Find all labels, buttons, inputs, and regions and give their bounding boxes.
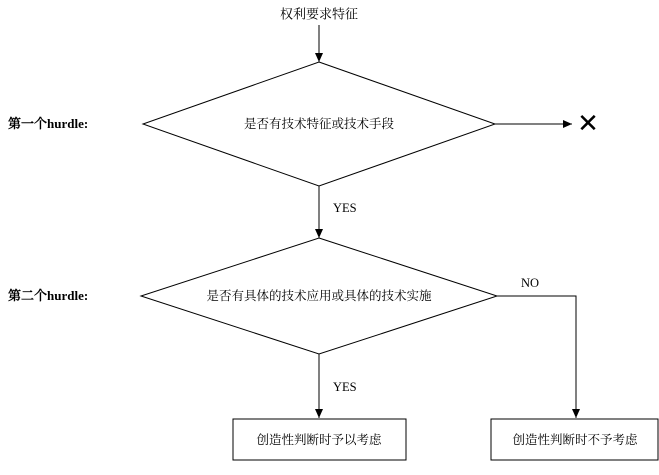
outcome-consider-label: 创造性判断时予以考虑 bbox=[256, 432, 382, 447]
decision-1-label: 是否有技术特征或技术手段 bbox=[243, 116, 395, 131]
hurdle-1-label: 第一个hurdle: bbox=[8, 116, 89, 131]
edge-decision2-to-outcome-right bbox=[497, 296, 576, 418]
edge-no-2-label: NO bbox=[521, 276, 540, 290]
reject-x-icon: ✕ bbox=[577, 108, 599, 138]
outcome-not-consider-label: 创造性判断时不予考虑 bbox=[512, 432, 638, 447]
decision-2-label: 是否有具体的技术应用或具体的技术实施 bbox=[206, 288, 432, 303]
edge-yes-1-label: YES bbox=[333, 201, 357, 215]
start-node-label: 权利要求特征 bbox=[279, 6, 359, 22]
hurdle-2-label: 第二个hurdle: bbox=[8, 288, 89, 303]
edge-yes-2-label: YES bbox=[333, 380, 357, 394]
